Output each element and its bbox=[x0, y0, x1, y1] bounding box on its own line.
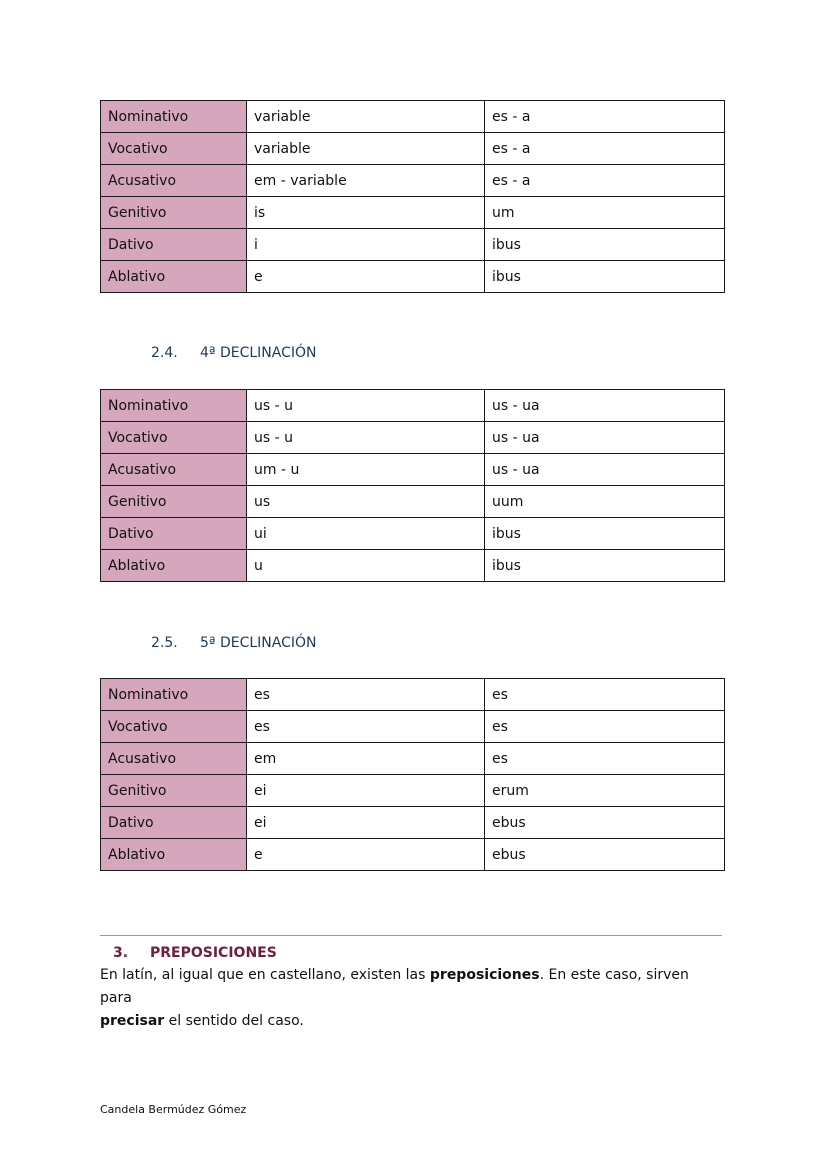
table-row bbox=[101, 261, 725, 293]
declension-table-3 bbox=[100, 100, 725, 293]
singular-cell: ei bbox=[247, 807, 485, 839]
singular-cell: us - u bbox=[247, 390, 485, 422]
section-heading-3 bbox=[113, 945, 277, 961]
case-cell: Nominativo bbox=[101, 101, 247, 133]
table-row bbox=[101, 518, 725, 550]
paragraph-text: el sentido del caso. bbox=[164, 1013, 304, 1029]
table-row bbox=[101, 229, 725, 261]
plural-cell: ibus bbox=[485, 229, 725, 261]
paragraph-text: . En este caso, sirven para bbox=[100, 967, 689, 1006]
singular-cell: es bbox=[247, 711, 485, 743]
singular-cell: e bbox=[247, 839, 485, 871]
singular-cell: is bbox=[247, 197, 485, 229]
table-row bbox=[101, 101, 725, 133]
singular-cell: ui bbox=[247, 518, 485, 550]
plural-cell: ibus bbox=[485, 550, 725, 582]
singular-cell: us - u bbox=[247, 422, 485, 454]
case-cell: Genitivo bbox=[101, 197, 247, 229]
plural-cell: es - a bbox=[485, 101, 725, 133]
table-row bbox=[101, 743, 725, 775]
table-row bbox=[101, 165, 725, 197]
plural-cell: us - ua bbox=[485, 422, 725, 454]
plural-cell: ibus bbox=[485, 518, 725, 550]
intro-paragraph bbox=[100, 964, 725, 1033]
plural-cell: erum bbox=[485, 775, 725, 807]
singular-cell: es bbox=[247, 679, 485, 711]
plural-cell: ibus bbox=[485, 261, 725, 293]
plural-cell: es - a bbox=[485, 165, 725, 197]
declension-table-4 bbox=[100, 389, 725, 582]
singular-cell: variable bbox=[247, 101, 485, 133]
case-cell: Ablativo bbox=[101, 261, 247, 293]
plural-cell: es bbox=[485, 743, 725, 775]
paragraph-bold-term: preposiciones bbox=[429, 967, 540, 983]
table-row bbox=[101, 775, 725, 807]
table-row bbox=[101, 679, 725, 711]
case-cell: Genitivo bbox=[101, 775, 247, 807]
case-cell: Acusativo bbox=[101, 743, 247, 775]
table-row bbox=[101, 422, 725, 454]
table-row bbox=[101, 839, 725, 871]
case-cell: Acusativo bbox=[101, 454, 247, 486]
singular-cell: em bbox=[247, 743, 485, 775]
case-cell: Ablativo bbox=[101, 550, 247, 582]
singular-cell: e bbox=[247, 261, 485, 293]
section-number: 2.4. bbox=[151, 345, 178, 361]
table-row bbox=[101, 133, 725, 165]
plural-cell: ebus bbox=[485, 807, 725, 839]
paragraph-bold-term: precisar bbox=[100, 1013, 165, 1029]
section-title: 4ª DECLINACIÓN bbox=[200, 345, 317, 361]
case-cell: Vocativo bbox=[101, 422, 247, 454]
case-cell: Dativo bbox=[101, 807, 247, 839]
case-cell: Vocativo bbox=[101, 133, 247, 165]
section-title: PREPOSICIONES bbox=[150, 945, 277, 961]
table-row bbox=[101, 197, 725, 229]
plural-cell: um bbox=[485, 197, 725, 229]
singular-cell: em - variable bbox=[247, 165, 485, 197]
declension-table-5 bbox=[100, 678, 725, 871]
section-number: 2.5. bbox=[151, 635, 178, 651]
singular-cell: ei bbox=[247, 775, 485, 807]
plural-cell: es - a bbox=[485, 133, 725, 165]
table-row bbox=[101, 486, 725, 518]
plural-cell: us - ua bbox=[485, 454, 725, 486]
paragraph-text: En latín, al igual que en castellano, existen las bbox=[100, 967, 430, 983]
case-cell: Dativo bbox=[101, 229, 247, 261]
case-cell: Nominativo bbox=[101, 679, 247, 711]
case-cell: Genitivo bbox=[101, 486, 247, 518]
case-cell: Ablativo bbox=[101, 839, 247, 871]
plural-cell: ebus bbox=[485, 839, 725, 871]
section-heading-2-4 bbox=[151, 345, 316, 361]
table-row bbox=[101, 550, 725, 582]
singular-cell: variable bbox=[247, 133, 485, 165]
table-row bbox=[101, 454, 725, 486]
plural-cell: us - ua bbox=[485, 390, 725, 422]
case-cell: Dativo bbox=[101, 518, 247, 550]
table-row bbox=[101, 807, 725, 839]
case-cell: Acusativo bbox=[101, 165, 247, 197]
table-row bbox=[101, 390, 725, 422]
case-cell: Nominativo bbox=[101, 390, 247, 422]
section-divider bbox=[100, 935, 722, 936]
section-title: 5ª DECLINACIÓN bbox=[200, 635, 317, 651]
plural-cell: es bbox=[485, 711, 725, 743]
plural-cell: uum bbox=[485, 486, 725, 518]
singular-cell: um - u bbox=[247, 454, 485, 486]
case-cell: Vocativo bbox=[101, 711, 247, 743]
singular-cell: u bbox=[247, 550, 485, 582]
section-number: 3. bbox=[113, 945, 129, 961]
section-heading-2-5 bbox=[151, 635, 316, 651]
footer-author: Candela Bermúdez Gómez bbox=[100, 1103, 247, 1116]
singular-cell: i bbox=[247, 229, 485, 261]
plural-cell: es bbox=[485, 679, 725, 711]
singular-cell: us bbox=[247, 486, 485, 518]
table-row bbox=[101, 711, 725, 743]
